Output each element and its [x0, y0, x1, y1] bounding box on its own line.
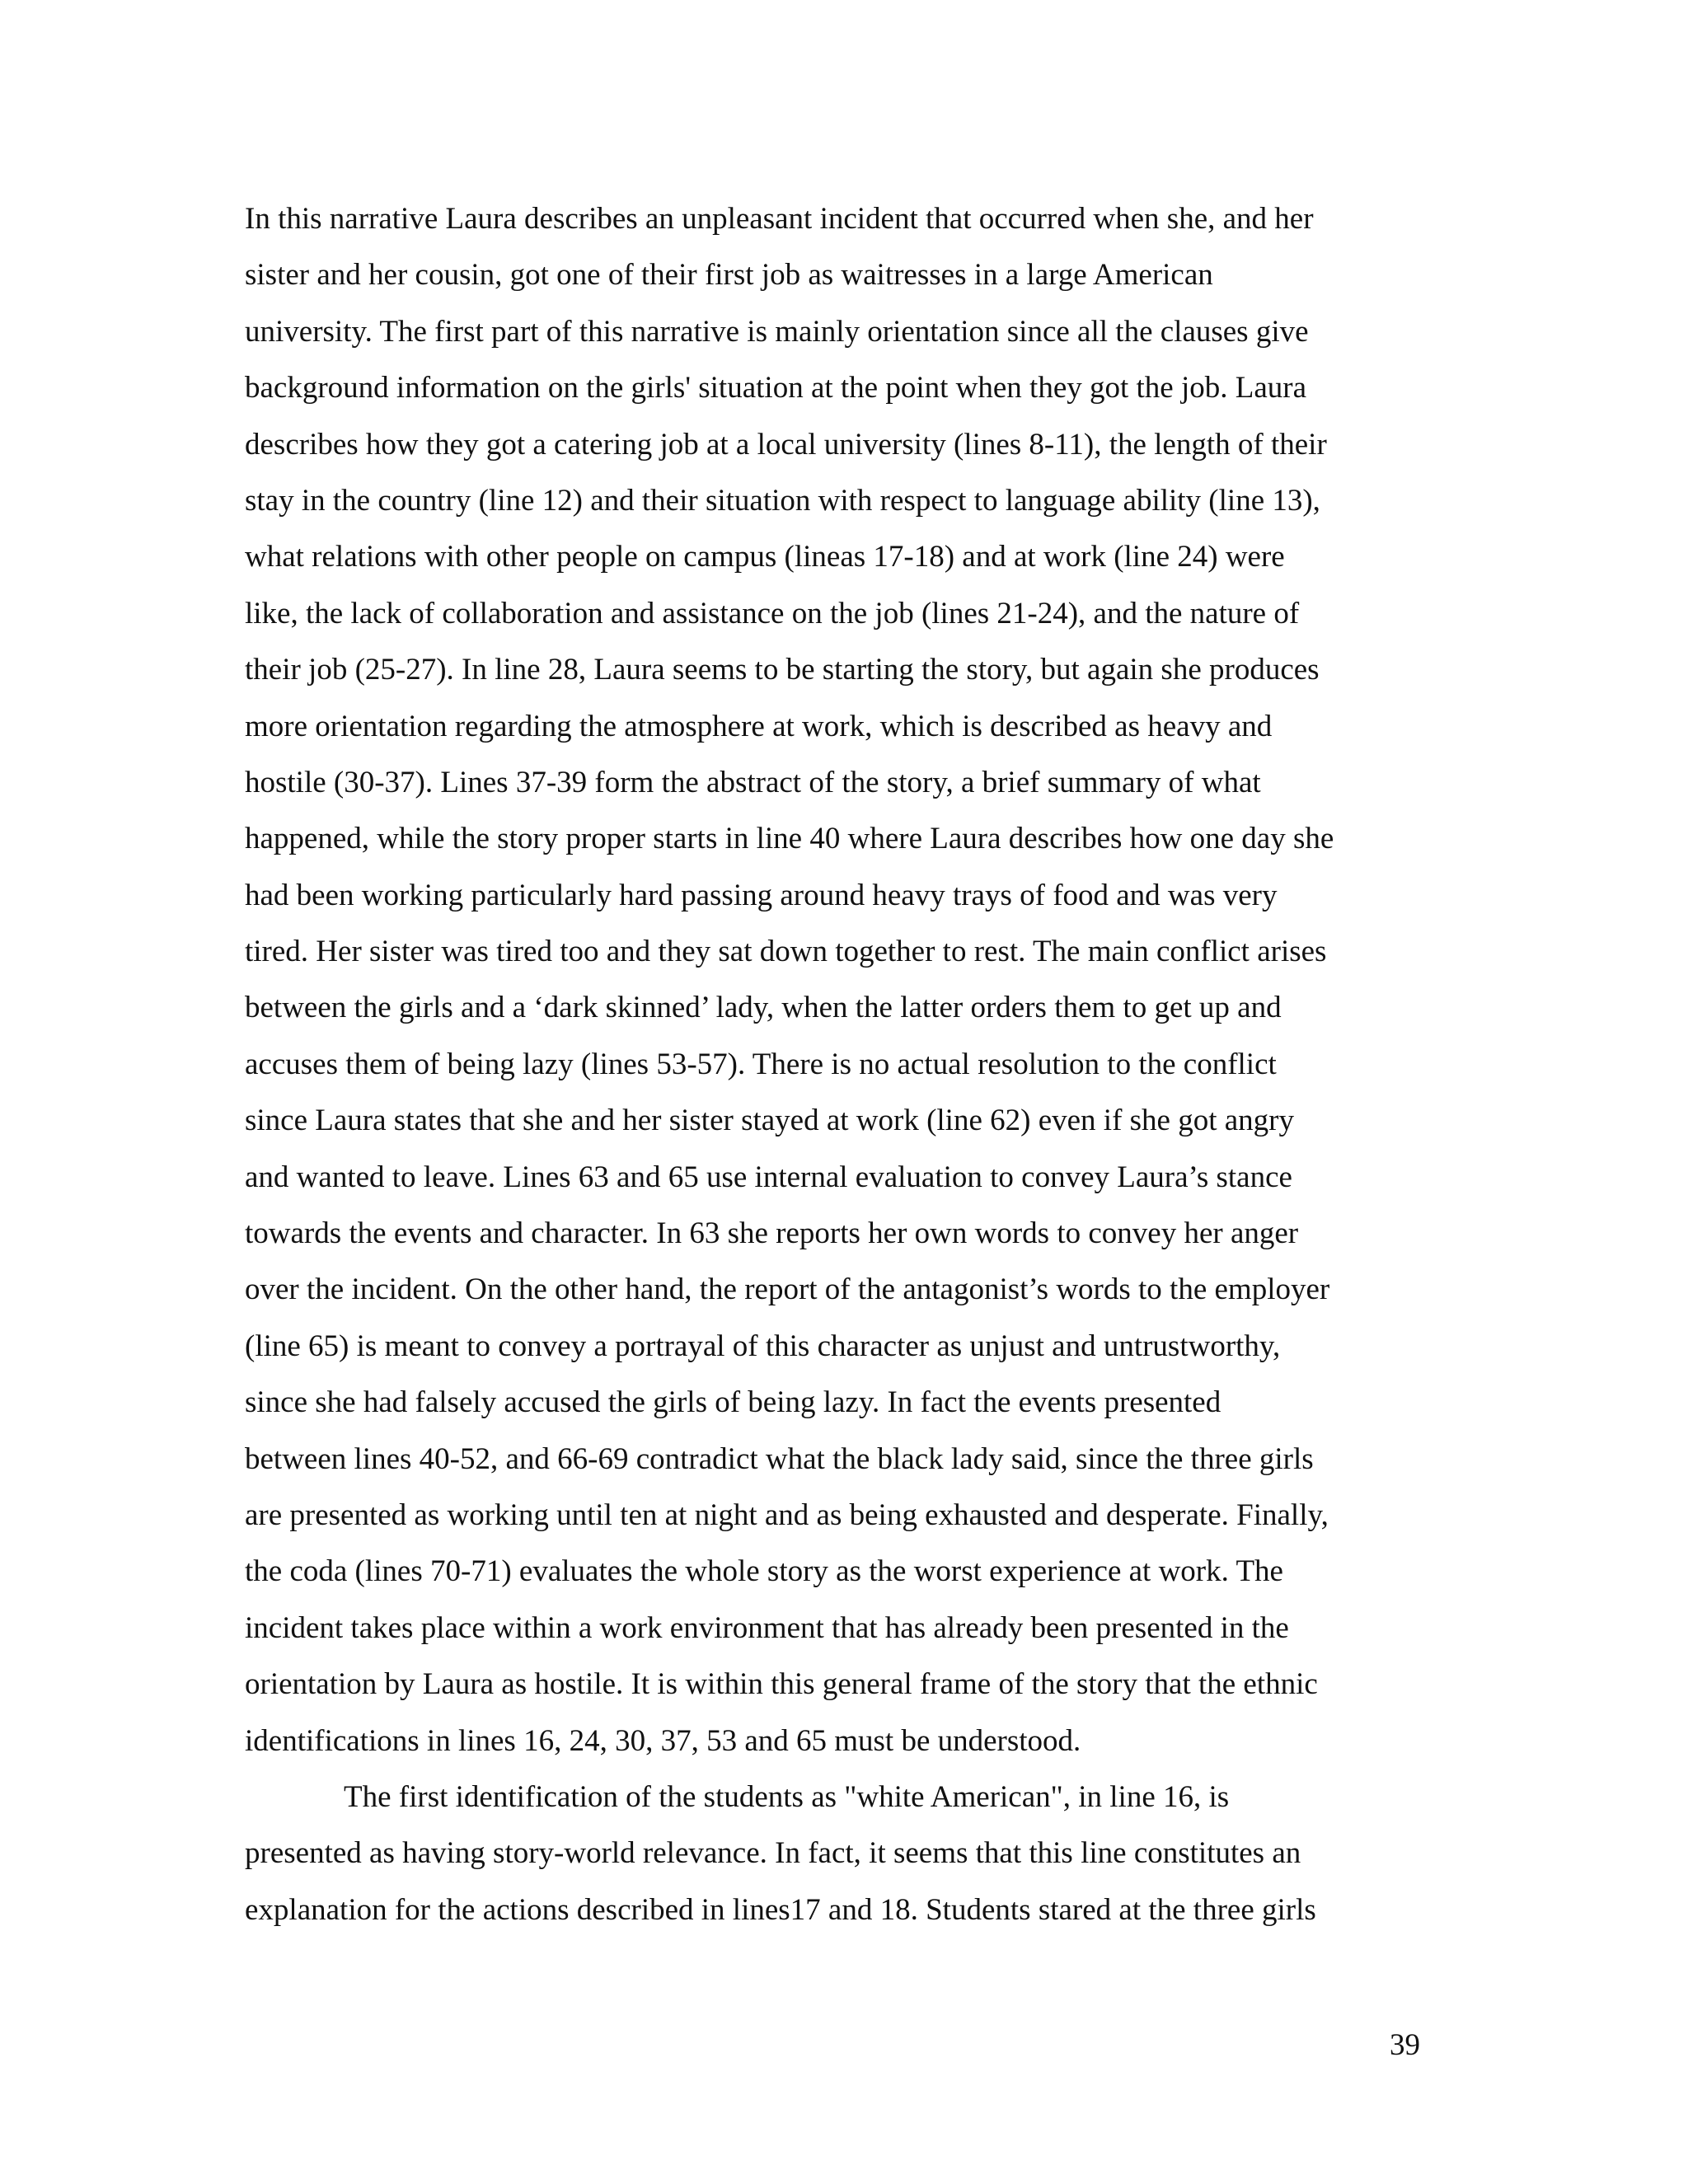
text-line: and wanted to leave. Lines 63 and 65 use internal evaluation to convey Laura’s stance: [245, 1160, 1292, 1194]
text-line: hostile (30-37). Lines 37-39 form the abstract of the story, a brief summary of what: [245, 765, 1261, 799]
text-line: had been working particularly hard passing around heavy trays of food and was very: [245, 878, 1278, 912]
text-line: since she had falsely accused the girls of being lazy. In fact the events presented: [245, 1385, 1221, 1420]
text-line: happened, while the story proper starts in line 40 where Laura describes how one day she: [245, 822, 1334, 856]
text-line: between the girls and a ‘dark skinned’ lady, when the latter orders them to get up and: [245, 991, 1282, 1025]
text-line: presented as having story-world relevance. In fact, it seems that this line constitutes an: [245, 1836, 1301, 1871]
text-line: (line 65) is meant to convey a portrayal of this character as unjust and untrustworthy,: [245, 1329, 1281, 1363]
text-line: the coda (lines 70-71) evaluates the whole story as the worst experience at work. The: [245, 1554, 1283, 1589]
text-line: stay in the country (line 12) and their situation with respect to language ability (line 13),: [245, 483, 1320, 518]
text-line: since Laura states that she and her sister stayed at work (line 62) even if she got angry: [245, 1104, 1294, 1138]
paragraph-2: [245, 1769, 1440, 1938]
body-text: [245, 191, 1440, 1938]
text-line: are presented as working until ten at night and as being exhausted and desperate. Finally,: [245, 1497, 1329, 1532]
text-line: accuses them of being lazy (lines 53-57). There is no actual resolution to the conflict: [245, 1047, 1277, 1081]
text-line: explanation for the actions described in lines17 and 18. Students stared at the three girls: [245, 1892, 1316, 1927]
text-line: In this narrative Laura describes an unpleasant incident that occurred when she, and her: [245, 202, 1314, 236]
text-line: between lines 40-52, and 66-69 contradict what the black lady said, since the three girls: [245, 1441, 1314, 1476]
text-line: sister and her cousin, got one of their first job as waitresses in a large American: [245, 258, 1213, 293]
text-line: incident takes place within a work environment that has already been presented in the: [245, 1610, 1289, 1645]
paragraph-1: [245, 191, 1440, 1769]
text-line: tired. Her sister was tired too and they sat down together to rest. The main conflict arises: [245, 935, 1327, 969]
text-line: what relations with other people on campus (lineas 17-18) and at work (line 24) were: [245, 540, 1285, 574]
text-line: describes how they got a catering job at a local university (lines 8-11), the length of their: [245, 427, 1327, 462]
text-line: identifications in lines 16, 24, 30, 37, 53 and 65 must be understood.: [245, 1723, 1081, 1758]
text-line: orientation by Laura as hostile. It is within this general frame of the story that the ethnic: [245, 1667, 1318, 1702]
text-line: towards the events and character. In 63 she reports her own words to convey her anger: [245, 1216, 1299, 1251]
page-number: 39: [1390, 2028, 1420, 2062]
text-line: over the incident. On the other hand, the report of the antagonist’s words to the employer: [245, 1272, 1330, 1307]
text-line: university. The first part of this narrative is mainly orientation since all the clauses give: [245, 314, 1309, 349]
text-line: background information on the girls' situation at the point when they got the job. Laura: [245, 371, 1307, 405]
text-line: The first identification of the students as "white American", in line 16, is: [344, 1779, 1230, 1814]
text-line: their job (25-27). In line 28, Laura seems to be starting the story, but again she produces: [245, 653, 1320, 687]
text-line: like, the lack of collaboration and assistance on the job (lines 21-24), and the nature of: [245, 596, 1300, 630]
text-line: more orientation regarding the atmosphere at work, which is described as heavy and: [245, 709, 1273, 743]
